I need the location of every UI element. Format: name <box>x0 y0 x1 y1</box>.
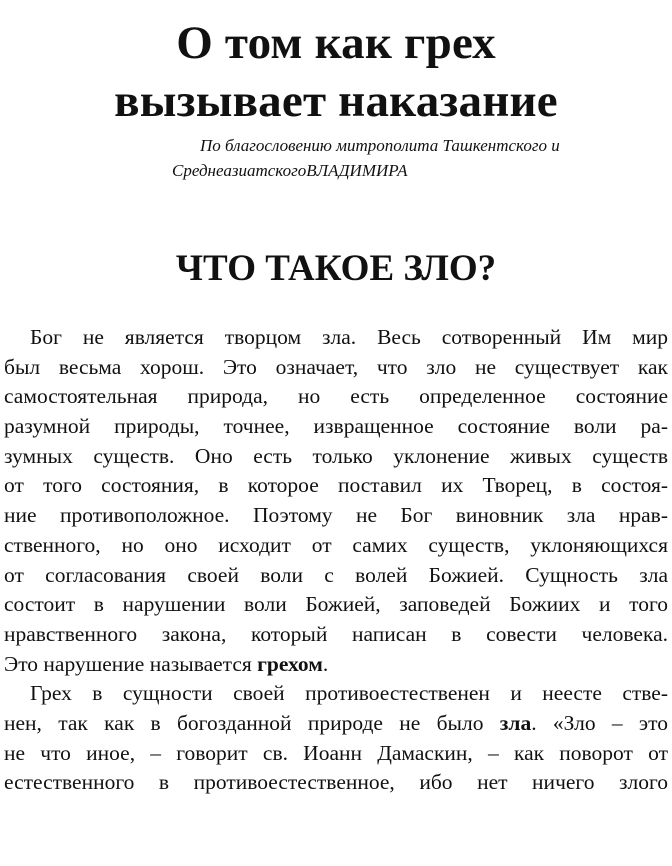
text-line: зумных существ. Оно есть только уклонение живых существ <box>4 443 668 468</box>
blessing-line-1: По благословению митрополита Ташкентского и <box>200 136 560 155</box>
text-line: ние противоположное. Поэтому не Бог виновник зла нрав- <box>4 503 668 528</box>
title-line-1: О том как грех <box>176 17 496 69</box>
text-line: от того состояния, в которое поставил их Творец, в состоя- <box>4 473 668 498</box>
text-line: ственного, но оно исходит от самих существ, уклоняющихся <box>4 532 668 557</box>
text-line: разумной природы, точнее, извращенное состояние воли ра- <box>4 414 668 439</box>
text-fragment: Это нарушение называется <box>4 651 258 676</box>
text-line: нравственного закона, который написан в совести человека. <box>4 621 668 646</box>
blessing-line-2: СреднеазиатскогоВЛАДИМИРА <box>172 161 408 180</box>
text-line: естественного в противоестественное, ибо нет ничего злого <box>4 770 668 795</box>
text-fragment: . <box>322 651 329 676</box>
paragraph-1 <box>4 323 668 679</box>
text-line <box>4 709 668 739</box>
bold-term-sin: грехом <box>257 651 323 676</box>
blessing-note <box>172 133 672 183</box>
text-line: Грех в сущности своей противоестественен и неесте стве- <box>30 681 668 706</box>
text-line: Бог не является творцом зла. Весь сотворенный Им мир <box>30 325 668 349</box>
bold-term-evil: зла <box>499 710 532 735</box>
title-line-2: вызывает наказание <box>114 75 558 127</box>
text-fragment: нен, так как в богозданной природе не было <box>4 710 500 735</box>
body-text <box>4 323 668 798</box>
text-line: самостоятельная природа, но есть определенное состояние <box>4 384 668 409</box>
text-line: состоит в нарушении воли Божией, заповедей Божиих и того <box>4 592 668 617</box>
paragraph-2 <box>4 679 668 798</box>
section-heading: ЧТО ТАКОЕ ЗЛО? <box>175 248 497 289</box>
text-fragment: . «Зло – это <box>531 710 668 735</box>
text-line: был весьма хорош. Это означает, что зло не существует как <box>4 354 668 379</box>
document-title <box>0 0 672 130</box>
text-line: не что иное, – говорит св. Иоанн Дамаскин, – как поворот от <box>4 740 668 765</box>
text-line <box>4 650 668 680</box>
text-line: от согласования своей воли с волей Божией. Сущность зла <box>4 562 668 587</box>
